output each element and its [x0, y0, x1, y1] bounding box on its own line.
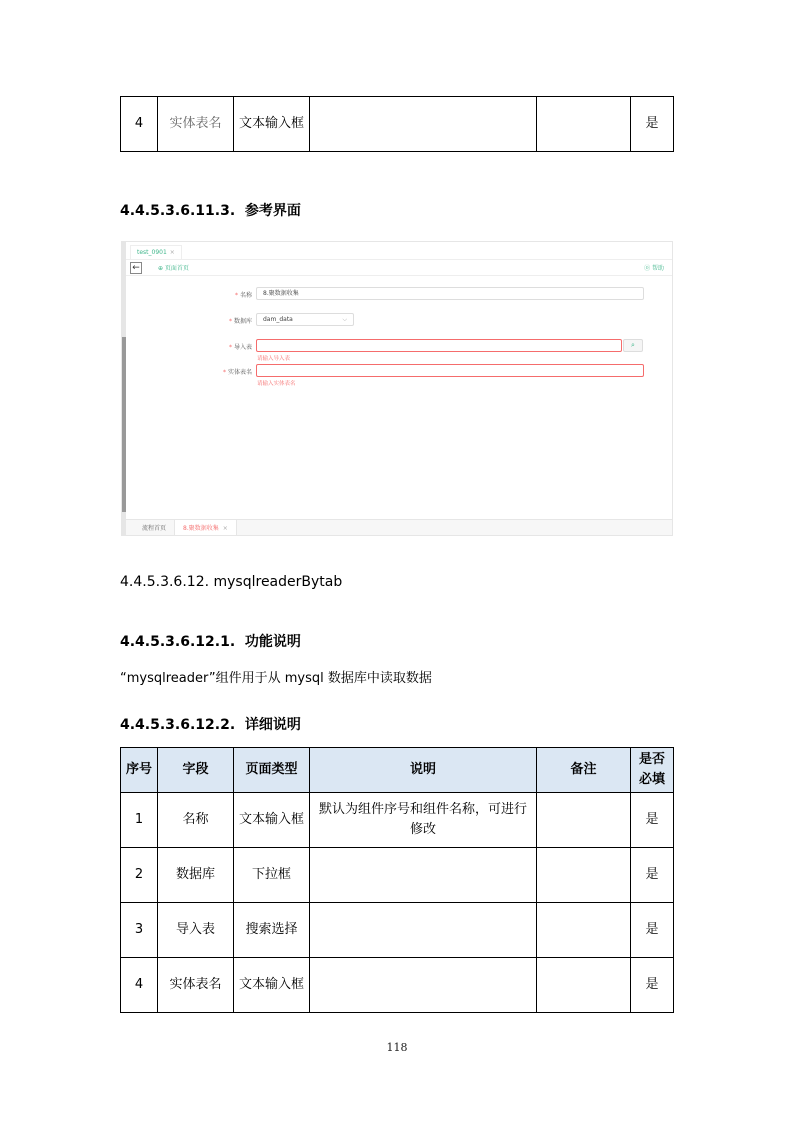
header-note: 备注	[537, 748, 631, 793]
back-arrow-icon[interactable]: ←	[130, 262, 142, 274]
import-table-error: 请输入导入表	[257, 356, 291, 362]
page-number: 118	[386, 1041, 408, 1054]
table-row	[121, 97, 674, 152]
required: 是	[631, 958, 674, 1013]
bottom-tab-bar	[126, 519, 672, 536]
table-row	[121, 793, 674, 848]
header-required: 是否必填	[631, 748, 674, 793]
required: 是	[631, 903, 674, 958]
reference-ui-heading: 4.4.5.3.6.11.3. 参考界面	[120, 203, 301, 219]
row-number: 4	[121, 97, 158, 152]
field-name: 实体表名	[158, 97, 234, 152]
divider	[126, 259, 672, 260]
note	[537, 97, 631, 152]
help-link[interactable]: ⓪ 帮助	[644, 265, 664, 272]
header-number: 序号	[121, 748, 158, 793]
page-type: 搜索选择	[234, 903, 310, 958]
close-icon[interactable]: ×	[169, 249, 175, 256]
field-name: 导入表	[158, 903, 234, 958]
field-name: 实体表名	[158, 958, 234, 1013]
description	[310, 848, 537, 903]
tab-test[interactable]	[130, 245, 182, 259]
row-number: 4	[121, 958, 158, 1013]
detail-heading: 4.4.5.3.6.12.2. 详细说明	[120, 717, 301, 733]
table-row	[121, 958, 674, 1013]
home-link[interactable]: ⊕ 页面首页	[158, 265, 189, 272]
continued-field-table	[120, 96, 674, 152]
import-table-label: * 导入表	[228, 344, 252, 351]
entity-table-input[interactable]	[256, 364, 644, 377]
detail-field-table	[120, 747, 674, 1013]
tab-label: 8.聚数据收集	[183, 525, 219, 532]
field-name: 数据库	[158, 848, 234, 903]
row-number: 3	[121, 903, 158, 958]
description	[310, 958, 537, 1013]
search-icon[interactable]: ⌕	[623, 339, 643, 352]
tab-flow-home[interactable]: 流程首页	[142, 525, 167, 532]
note	[537, 848, 631, 903]
chevron-down-icon: ⌵	[342, 316, 347, 323]
database-label: * 数据库	[228, 318, 252, 325]
description	[310, 903, 537, 958]
header-field: 字段	[158, 748, 234, 793]
required: 是	[631, 848, 674, 903]
entity-table-label: * 实体表名	[222, 369, 252, 376]
note	[537, 793, 631, 848]
header-page-type: 页面类型	[234, 748, 310, 793]
description	[310, 97, 537, 152]
page-type: 文本输入框	[234, 958, 310, 1013]
note	[537, 903, 631, 958]
field-name: 名称	[158, 793, 234, 848]
function-text: “mysqlreader”组件用于从 mysql 数据库中读取数据	[120, 671, 432, 686]
scroll-indicator[interactable]	[122, 337, 126, 512]
close-icon[interactable]: ×	[222, 525, 228, 532]
database-select[interactable]: dam_data ⌵	[256, 313, 354, 326]
required: 是	[631, 793, 674, 848]
header-description: 说明	[310, 748, 537, 793]
page-type: 下拉框	[234, 848, 310, 903]
description: 默认为组件序号和组件名称，可进行修改	[310, 793, 537, 848]
table-row	[121, 848, 674, 903]
function-heading: 4.4.5.3.6.12.1. 功能说明	[120, 634, 301, 650]
row-number: 2	[121, 848, 158, 903]
table-row	[121, 903, 674, 958]
entity-table-error: 请输入实体表名	[257, 381, 296, 387]
row-number: 1	[121, 793, 158, 848]
name-input[interactable]: 8.聚数据收集	[256, 287, 644, 300]
required: 是	[631, 97, 674, 152]
reference-screenshot	[121, 241, 673, 536]
left-scroll-rail	[122, 242, 126, 536]
name-label: * 名称	[234, 292, 252, 299]
note	[537, 958, 631, 1013]
section-title: 4.4.5.3.6.12. mysqlreaderBytab	[120, 574, 343, 590]
tab-label: test_0901	[137, 249, 167, 256]
page-type: 文本输入框	[234, 793, 310, 848]
tab-data-collect[interactable]	[174, 520, 237, 536]
page-type: 文本输入框	[234, 97, 310, 152]
import-table-input[interactable]	[256, 339, 622, 352]
divider	[126, 275, 672, 276]
table-header-row	[121, 748, 674, 793]
